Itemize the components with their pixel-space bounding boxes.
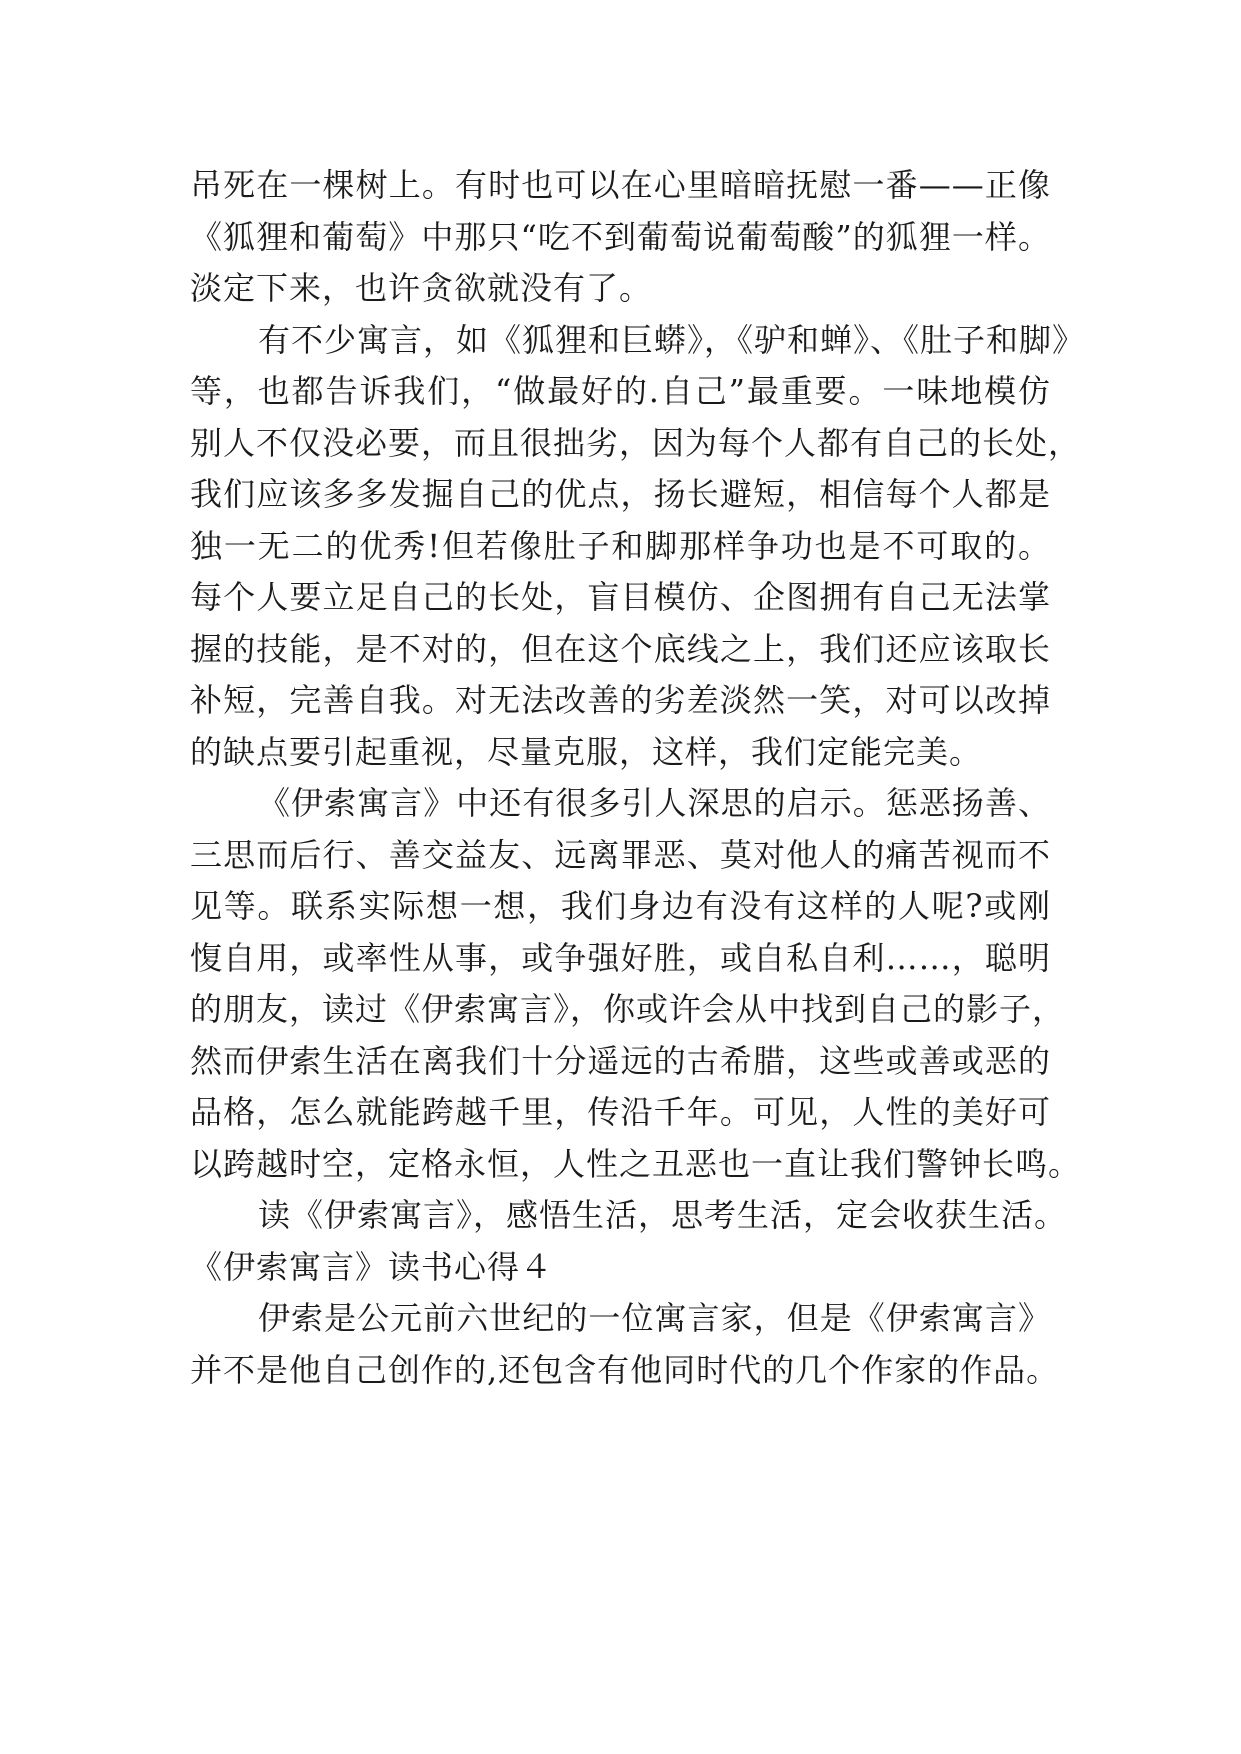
text-line: 然而伊索生活在离我们十分遥远的古希腊，这些或善或恶的	[190, 1041, 1051, 1080]
text-line: 的缺点要引起重视，尽量克服，这样，我们定能完美。	[190, 732, 983, 771]
text-line: 伊索是公元前六世纪的一位寓言家，但是《伊索寓言》	[258, 1299, 1051, 1337]
text-line: 《伊索寓言》中还有很多引人深思的启示。惩恶扬善、	[258, 784, 1051, 822]
text-line: 淡定下来，也许贪欲就没有了。	[190, 269, 653, 307]
text-line: 见等。联系实际想一想，我们身边有没有这样的人呢?或刚	[190, 887, 1051, 925]
section-title: 《伊索寓言》读书心得４	[190, 1247, 554, 1286]
document-body	[190, 160, 1086, 1396]
text-line: 读《伊索寓言》，感悟生活，思考生活，定会收获生活。	[258, 1196, 1068, 1234]
text-line: 补短，完善自我。对无法改善的劣差淡然一笑，对可以改掉	[190, 681, 1051, 719]
text-line: 三思而后行、善交益友、远离罪恶、莫对他人的痛苦视而不	[190, 835, 1051, 874]
text-line: 等，也都告诉我们，“做最好的.自己”最重要。一味地模仿	[190, 372, 1051, 410]
text-line: 我们应该多多发掘自己的优点，扬长避短，相信每个人都是	[190, 475, 1051, 513]
text-line: 握的技能，是不对的，但在这个底线之上，我们还应该取长	[190, 629, 1051, 668]
text-line: 以跨越时空，定格永恒，人性之丑恶也一直让我们警钟长鸣。	[190, 1144, 1082, 1183]
text-line: 并不是他自己创作的,还包含有他同时代的几个作家的作品。	[190, 1350, 1060, 1389]
text-line: 愎自用，或率性从事，或争强好胜，或自私自利……，聪明	[190, 938, 1051, 977]
text-line: 品格，怎么就能跨越千里，传沿千年。可见，人性的美好可	[190, 1093, 1051, 1131]
text-line: 的朋友，读过《伊索寓言》，你或许会从中找到自己的影子，	[190, 990, 1066, 1028]
text-line: 吊死在一棵树上。有时也可以在心里暗暗抚慰一番——正像	[190, 166, 1051, 204]
text-line: 有不少寓言，如《狐狸和巨蟒》，《驴和蝉》、《肚子和脚》	[258, 320, 1086, 359]
text-line: 每个人要立足自己的长处，盲目模仿、企图拥有自己无法掌	[190, 578, 1051, 616]
text-line: 《狐狸和葡萄》中那只“吃不到葡萄说葡萄酸”的狐狸一样。	[190, 217, 1051, 256]
text-line: 独一无二的优秀!但若像肚子和脚那样争功也是不可取的。	[190, 526, 1051, 565]
text-line: 别人不仅没必要，而且很拙劣，因为每个人都有自己的长处，	[190, 423, 1082, 462]
